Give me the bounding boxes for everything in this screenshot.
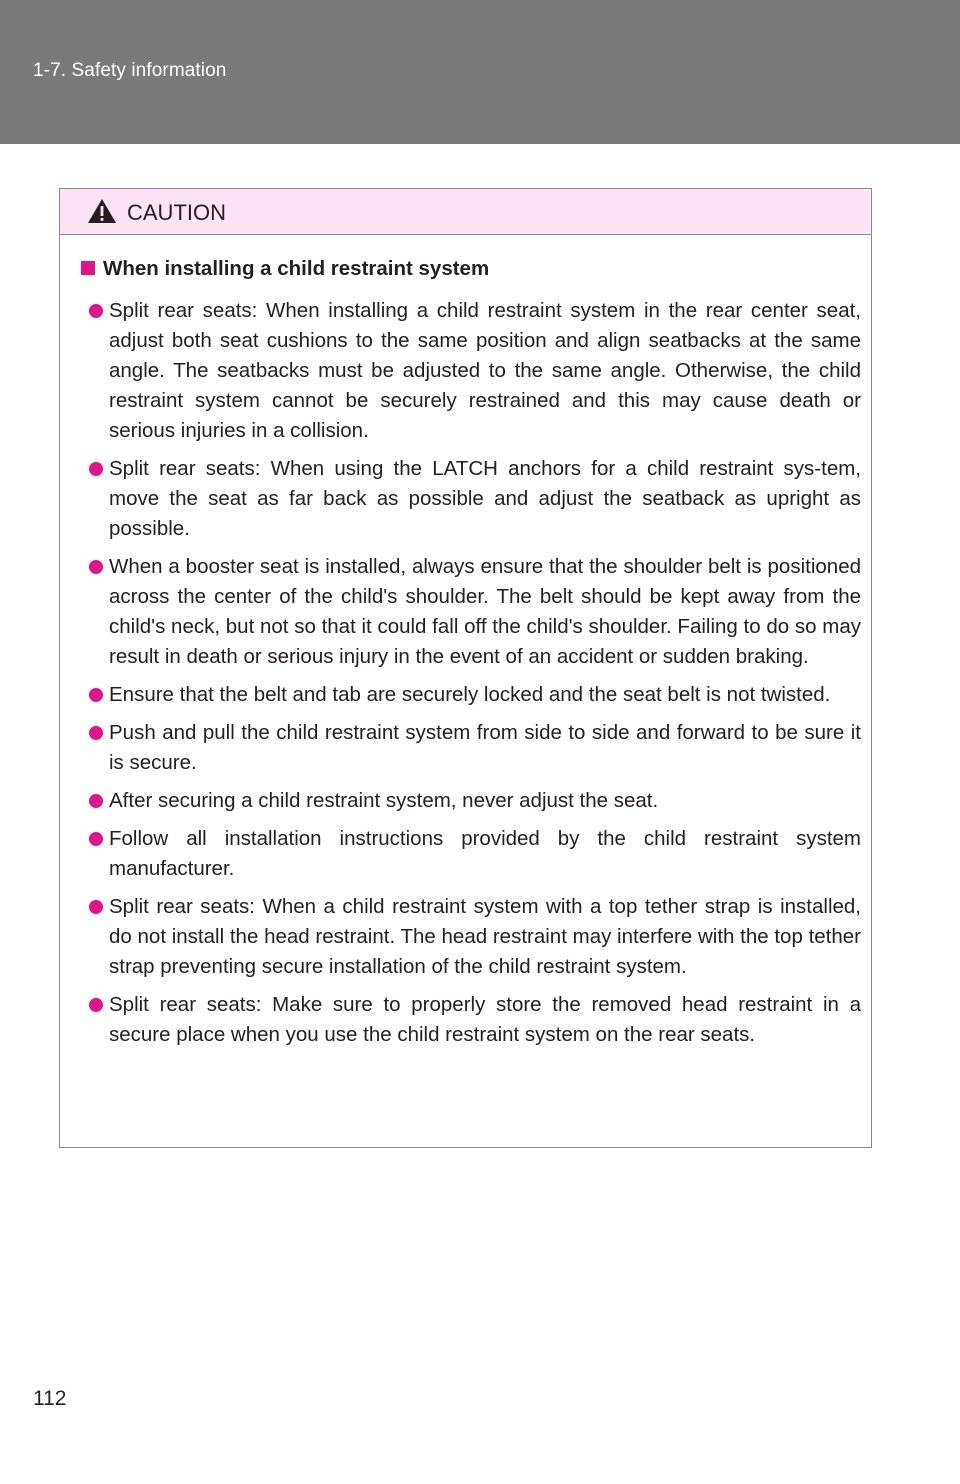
list-item-text: Split rear seats: Make sure to properly store the removed head restraint in a secure place when you use the child restraint system on the rear seats. — [109, 993, 861, 1046]
list-item-text: Ensure that the belt and tab are securely locked and the seat belt is not twisted. — [109, 683, 831, 706]
list-item-text: Push and pull the child restraint system from side to side and forward to be sure it is secure. — [109, 721, 861, 774]
list-item-text: Split rear seats: When installing a child restraint system in the rear center seat, adjust both seat cushions to the same position and align seatbacks at the same angle. The seatbacks must be adjusted to the same angle. Otherwise, the child restraint system cannot be securely restrained and this may cause death or serious injuries in a collision. — [109, 299, 861, 442]
bullet-icon — [89, 900, 103, 914]
page-header — [0, 0, 960, 144]
bullet-icon — [89, 794, 103, 808]
caution-title: CAUTION — [127, 200, 226, 225]
caution-header — [60, 189, 871, 235]
list-item — [89, 824, 861, 884]
list-item — [89, 718, 861, 778]
list-item — [89, 296, 861, 446]
square-bullet-icon — [81, 261, 95, 275]
list-item — [89, 454, 861, 544]
warning-triangle-icon — [87, 198, 117, 224]
caution-list — [89, 296, 861, 1058]
bullet-icon — [89, 832, 103, 846]
subheading-text: When installing a child restraint system — [103, 257, 490, 280]
list-item-text: Split rear seats: When a child restraint system with a top tether strap is installed, do not install the head restraint. The head restraint may interfere with the top tether strap preventing secure installation of the child restraint system. — [109, 895, 861, 978]
caution-box — [59, 188, 872, 1148]
list-item — [89, 680, 861, 710]
section-title: 1-7. Safety information — [33, 60, 227, 81]
bullet-icon — [89, 726, 103, 740]
list-item-text: Split rear seats: When using the LATCH anchors for a child restraint sys-tem, move the seat as far back as possible and adjust the seatback as upright as possible. — [109, 457, 861, 540]
bullet-icon — [89, 688, 103, 702]
list-item — [89, 552, 861, 672]
bullet-icon — [89, 304, 103, 318]
list-item-text: After securing a child restraint system, never adjust the seat. — [109, 789, 659, 812]
list-item — [89, 892, 861, 982]
bullet-icon — [89, 462, 103, 476]
list-item — [89, 990, 861, 1050]
list-item-text: Follow all installation instructions provided by the child restraint system manufacturer. — [109, 827, 861, 880]
page-number: 112 — [33, 1387, 67, 1410]
caution-subheading — [81, 257, 489, 281]
bullet-icon — [89, 998, 103, 1012]
bullet-icon — [89, 560, 103, 574]
list-item — [89, 786, 861, 816]
list-item-text: When a booster seat is installed, always ensure that the shoulder belt is positioned across the center of the child's shoulder. The belt should be kept away from the child's neck, but not so that it could fall off the child's shoulder. Failing to do so may result in death or serious injury in the event of an accident or sudden braking. — [109, 555, 861, 668]
